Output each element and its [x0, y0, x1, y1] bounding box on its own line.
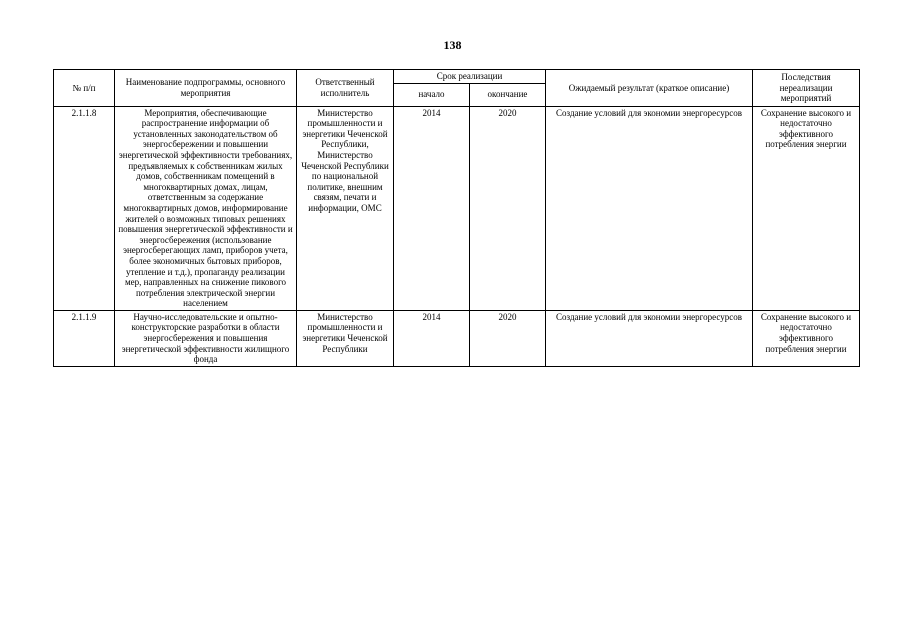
header-period: Срок реализации: [394, 70, 546, 84]
table-row: [54, 310, 860, 366]
table-row: [54, 106, 860, 310]
cell-result: Создание условий для экономии энергоресурсов: [546, 310, 753, 366]
cell-start: 2014: [394, 106, 470, 310]
header-end: окончание: [470, 83, 546, 106]
header-result: Ожидаемый результат (краткое описание): [546, 70, 753, 107]
cell-executor: Министерство промышленности и энергетики Чеченской Республики: [297, 310, 394, 366]
cell-number: 2.1.1.9: [54, 310, 115, 366]
cell-result: Создание условий для экономии энергоресурсов: [546, 106, 753, 310]
page-number: 138: [443, 38, 462, 52]
cell-consequences: Сохранение высокого и недостаточно эффективного потребления энергии: [753, 106, 860, 310]
header-start: начало: [394, 83, 470, 106]
cell-start: 2014: [394, 310, 470, 366]
cell-name: Научно-исследовательские и опытно-конструкторские разработки в области энергосбережения и повышения энергетической эффективности жилищного фонда: [115, 310, 297, 366]
cell-end: 2020: [470, 310, 546, 366]
cell-number: 2.1.1.8: [54, 106, 115, 310]
header-name: Наименование подпрограммы, основного мероприятия: [115, 70, 297, 107]
cell-end: 2020: [470, 106, 546, 310]
program-table: [53, 69, 860, 367]
cell-executor: Министерство промышленности и энергетики Чеченской Республики, Министерство Чеченской Республики по национальной политике, внешним связям, печати и информации, ОМС: [297, 106, 394, 310]
header-executor: Ответственный исполнитель: [297, 70, 394, 107]
cell-consequences: Сохранение высокого и недостаточно эффективного потребления энергии: [753, 310, 860, 366]
header-consequences: Последствия нереализации мероприятий: [753, 70, 860, 107]
cell-name: Мероприятия, обеспечивающие распространение информации об установленных законодательством об энергосбережении и повышении энергетической эффективности требованиях, предъявляемых к собственникам жилых домов, собственникам помещений в многоквартирных домах, лицам, ответственным за содержание многоквартирных домов, информирование жителей о возможных типовых решениях повышения энергетической эффективности и энергосбережения (использование энергосберегающих ламп, приборов учета, более экономичных бытовых приборов, утепление и т.д.), пропаганду реализации мер, направленных на снижение пикового потребления электрической энергии населением: [115, 106, 297, 310]
header-number: № п/п: [54, 70, 115, 107]
